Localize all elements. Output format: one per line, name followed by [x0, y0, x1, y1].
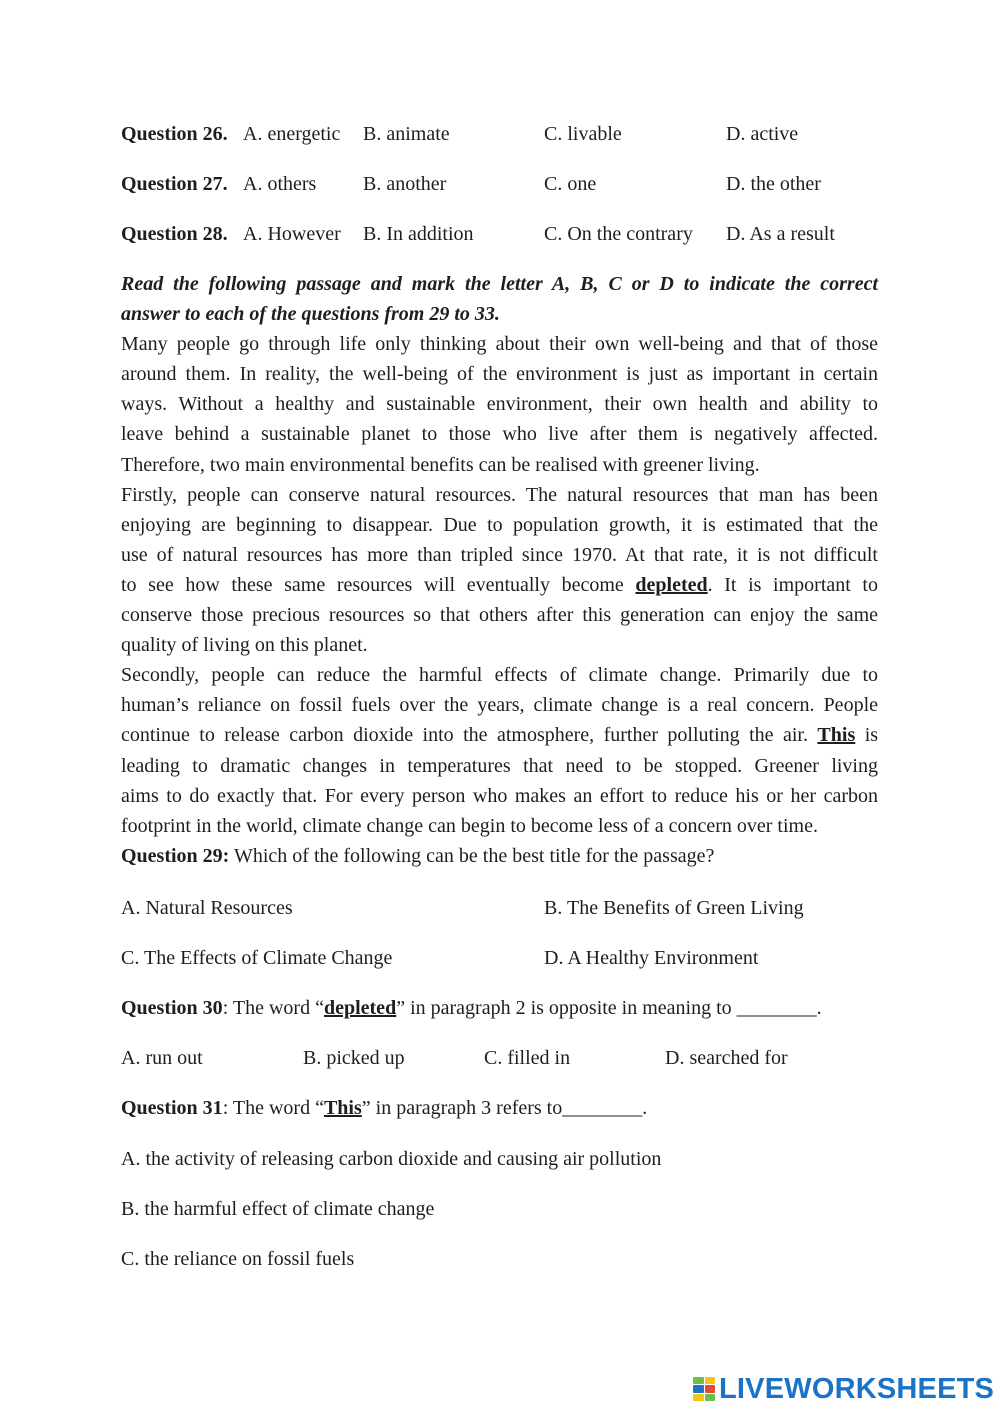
keyword-this-ref: This: [323, 1097, 362, 1119]
passage-line: to see how these same resources will eventually become depleted. It is important to: [121, 573, 878, 596]
passage-line: aims to do exactly that. For every person who makes an effort to reduce his or her carbon: [121, 784, 878, 807]
passage-line: Secondly, people can reduce the harmful effects of climate change. Primarily due to: [121, 664, 878, 687]
liveworksheets-logo: [693, 1372, 994, 1406]
q26-option-d[interactable]: D. active: [726, 123, 799, 145]
q28-option-a[interactable]: A. However: [243, 223, 341, 245]
passage-line: use of natural resources has more than tripled since 1970. At that rate, it is not difficult: [121, 543, 878, 566]
passage-line: Many people go through life only thinking about their own well-being and that of those: [121, 333, 878, 356]
q26-option-b[interactable]: B. animate: [363, 123, 450, 145]
passage-line: leave behind a sustainable planet to those who live after them is negatively affected.: [121, 423, 878, 446]
question-31-prompt: Question 31: The word “This” in paragraph 3 refers to________.: [121, 1097, 648, 1119]
keyword-this: This: [817, 724, 856, 747]
instruction-line-1: Read the following passage and mark the letter A, B, C or D to indicate the correct: [121, 273, 878, 295]
q31-option-c[interactable]: C. the reliance on fossil fuels: [121, 1248, 355, 1270]
q26-option-c[interactable]: C. livable: [544, 123, 622, 145]
q31-option-b[interactable]: B. the harmful effect of climate change: [121, 1198, 435, 1220]
q30-option-c[interactable]: C. filled in: [484, 1047, 571, 1069]
q29-option-a[interactable]: A. Natural Resources: [121, 897, 293, 919]
q29-option-c[interactable]: C. The Effects of Climate Change: [121, 947, 393, 969]
q28-option-b[interactable]: B. In addition: [363, 223, 474, 245]
passage-line: around them. In reality, the well-being of the environment is just as important in certain: [121, 363, 878, 386]
question-30-prompt: Question 30: The word “depleted” in paragraph 2 is opposite in meaning to ________.: [121, 997, 822, 1019]
q28-option-d[interactable]: D. As a result: [726, 223, 835, 245]
passage-line: ways. Without a healthy and sustainable environment, their own health and ability to: [121, 393, 878, 416]
passage-line: conserve those precious resources so that others after this generation can enjoy the same: [121, 604, 878, 627]
passage-line: Firstly, people can conserve natural resources. The natural resources that man has been: [121, 483, 878, 506]
question-28-label: Question 28.: [121, 223, 228, 245]
passage-line: footprint in the world, climate change can begin to become less of a concern over time.: [121, 814, 818, 837]
passage-line: Therefore, two main environmental benefits can be realised with greener living.: [121, 453, 760, 476]
q26-option-a[interactable]: A. energetic: [243, 123, 341, 145]
passage-line: human’s reliance on fossil fuels over the years, climate change is a real concern. People: [121, 694, 878, 717]
q29-option-d[interactable]: D. A Healthy Environment: [544, 947, 759, 969]
q31-option-a[interactable]: A. the activity of releasing carbon dioxide and causing air pollution: [121, 1148, 662, 1170]
logo-mark-icon: [693, 1377, 715, 1401]
passage-line: continue to release carbon dioxide into the atmosphere, further polluting the air. This is: [121, 724, 879, 747]
q28-option-c[interactable]: C. On the contrary: [544, 223, 693, 245]
passage-line: enjoying are beginning to disappear. Due to population growth, it is estimated that the: [121, 513, 878, 536]
q27-option-d[interactable]: D. the other: [726, 173, 821, 195]
question-26-label: Question 26.: [121, 123, 228, 145]
q27-option-a[interactable]: A. others: [243, 173, 317, 195]
q27-option-b[interactable]: B. another: [363, 173, 447, 195]
q30-option-a[interactable]: A. run out: [121, 1047, 203, 1069]
passage-line: quality of living on this planet.: [121, 634, 368, 657]
q30-option-d[interactable]: D. searched for: [665, 1047, 788, 1069]
question-29-prompt: Question 29: Which of the following can be the best title for the passage?: [121, 844, 715, 867]
keyword-depleted-ref: depleted: [323, 997, 397, 1019]
question-27-label: Question 27.: [121, 173, 228, 195]
logo-text: LIVEWORKSHEETS: [719, 1372, 995, 1405]
q30-option-b[interactable]: B. picked up: [303, 1047, 405, 1069]
reading-passage: [121, 269, 878, 871]
instruction-line-2: answer to each of the questions from 29 to 33.: [121, 303, 500, 326]
keyword-depleted: depleted: [635, 573, 708, 596]
q27-option-c[interactable]: C. one: [544, 173, 597, 195]
passage-line: leading to dramatic changes in temperatures that need to be stopped. Greener living: [121, 754, 878, 777]
q29-option-b[interactable]: B. The Benefits of Green Living: [544, 897, 804, 919]
